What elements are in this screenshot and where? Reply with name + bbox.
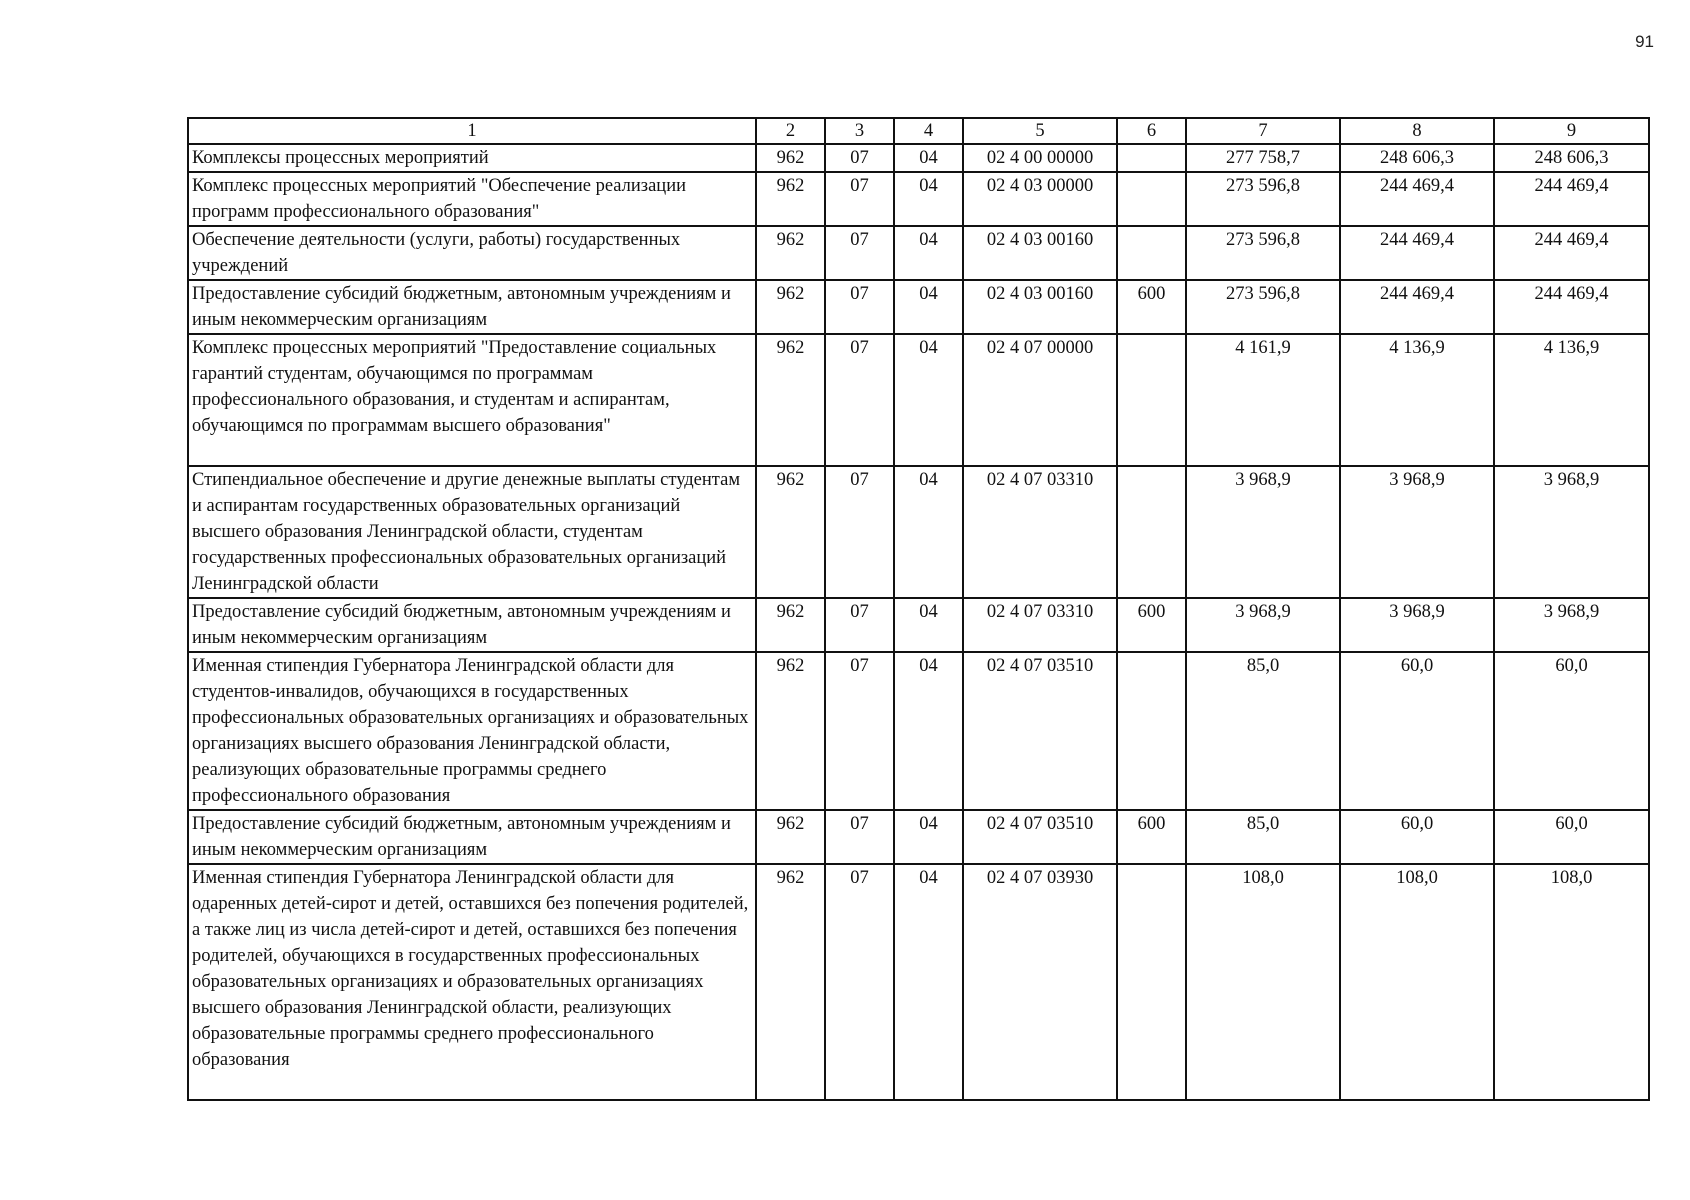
cell-subsection: 04 bbox=[894, 466, 963, 598]
cell-expense-type bbox=[1117, 334, 1186, 466]
cell-amount-col7: 273 596,8 bbox=[1186, 172, 1340, 226]
cell-amount-col9: 60,0 bbox=[1494, 652, 1649, 810]
cell-amount-col8: 4 136,9 bbox=[1340, 334, 1494, 466]
cell-subsection: 04 bbox=[894, 864, 963, 1100]
row-name: Комплексы процессных мероприятий bbox=[188, 144, 756, 172]
cell-admin-code: 962 bbox=[756, 652, 825, 810]
cell-section: 07 bbox=[825, 810, 894, 864]
row-name: Стипендиальное обеспечение и другие денежные выплаты студентам и аспирантам государственных образовательных организаций высшего образования Ленинградской области, студентам государственных профессиональных образовательных организаций Ленинградской области bbox=[188, 466, 756, 598]
cell-expense-type: 600 bbox=[1117, 280, 1186, 334]
cell-amount-col7: 273 596,8 bbox=[1186, 280, 1340, 334]
cell-amount-col9: 4 136,9 bbox=[1494, 334, 1649, 466]
cell-admin-code: 962 bbox=[756, 172, 825, 226]
cell-amount-col8: 60,0 bbox=[1340, 810, 1494, 864]
cell-amount-col9: 3 968,9 bbox=[1494, 598, 1649, 652]
cell-amount-col9: 108,0 bbox=[1494, 864, 1649, 1100]
row-name: Предоставление субсидий бюджетным, автономным учреждениям и иным некоммерческим организациям bbox=[188, 280, 756, 334]
cell-amount-col9: 244 469,4 bbox=[1494, 280, 1649, 334]
page-number: 91 bbox=[1635, 32, 1654, 51]
cell-expense-type bbox=[1117, 466, 1186, 598]
cell-amount-col8: 3 968,9 bbox=[1340, 466, 1494, 598]
header-col-4: 4 bbox=[894, 118, 963, 144]
cell-amount-col8: 3 968,9 bbox=[1340, 598, 1494, 652]
cell-target-article: 02 4 03 00000 bbox=[963, 172, 1117, 226]
cell-admin-code: 962 bbox=[756, 466, 825, 598]
cell-section: 07 bbox=[825, 172, 894, 226]
cell-subsection: 04 bbox=[894, 810, 963, 864]
cell-section: 07 bbox=[825, 652, 894, 810]
cell-target-article: 02 4 07 00000 bbox=[963, 334, 1117, 466]
cell-amount-col7: 85,0 bbox=[1186, 810, 1340, 864]
budget-table bbox=[187, 117, 1650, 1101]
row-name: Предоставление субсидий бюджетным, автономным учреждениям и иным некоммерческим организациям bbox=[188, 598, 756, 652]
header-col-7: 7 bbox=[1186, 118, 1340, 144]
cell-expense-type bbox=[1117, 172, 1186, 226]
cell-admin-code: 962 bbox=[756, 226, 825, 280]
cell-subsection: 04 bbox=[894, 144, 963, 172]
cell-target-article: 02 4 07 03930 bbox=[963, 864, 1117, 1100]
table-row bbox=[188, 466, 1649, 598]
cell-amount-col8: 60,0 bbox=[1340, 652, 1494, 810]
cell-subsection: 04 bbox=[894, 652, 963, 810]
header-row bbox=[188, 118, 1649, 144]
cell-subsection: 04 bbox=[894, 334, 963, 466]
cell-amount-col9: 248 606,3 bbox=[1494, 144, 1649, 172]
cell-amount-col9: 244 469,4 bbox=[1494, 172, 1649, 226]
cell-section: 07 bbox=[825, 598, 894, 652]
row-name: Комплекс процессных мероприятий "Обеспечение реализации программ профессионального образования" bbox=[188, 172, 756, 226]
cell-section: 07 bbox=[825, 226, 894, 280]
cell-expense-type bbox=[1117, 226, 1186, 280]
cell-target-article: 02 4 07 03510 bbox=[963, 652, 1117, 810]
cell-target-article: 02 4 00 00000 bbox=[963, 144, 1117, 172]
cell-expense-type bbox=[1117, 652, 1186, 810]
header-col-6: 6 bbox=[1117, 118, 1186, 144]
row-name: Комплекс процессных мероприятий "Предоставление социальных гарантий студентам, обучающимся по программам профессионального образования, и студентам и аспирантам, обучающимся по программам высшего образования" bbox=[188, 334, 756, 466]
table-row bbox=[188, 172, 1649, 226]
cell-amount-col7: 273 596,8 bbox=[1186, 226, 1340, 280]
table-row bbox=[188, 334, 1649, 466]
cell-amount-col7: 85,0 bbox=[1186, 652, 1340, 810]
cell-amount-col7: 3 968,9 bbox=[1186, 466, 1340, 598]
header-col-9: 9 bbox=[1494, 118, 1649, 144]
cell-section: 07 bbox=[825, 280, 894, 334]
row-name: Предоставление субсидий бюджетным, автономным учреждениям и иным некоммерческим организациям bbox=[188, 810, 756, 864]
cell-subsection: 04 bbox=[894, 172, 963, 226]
cell-amount-col8: 244 469,4 bbox=[1340, 226, 1494, 280]
cell-expense-type: 600 bbox=[1117, 598, 1186, 652]
cell-amount-col8: 248 606,3 bbox=[1340, 144, 1494, 172]
table-row bbox=[188, 864, 1649, 1100]
cell-target-article: 02 4 03 00160 bbox=[963, 226, 1117, 280]
cell-section: 07 bbox=[825, 334, 894, 466]
cell-admin-code: 962 bbox=[756, 598, 825, 652]
cell-amount-col7: 3 968,9 bbox=[1186, 598, 1340, 652]
cell-admin-code: 962 bbox=[756, 810, 825, 864]
cell-target-article: 02 4 07 03310 bbox=[963, 466, 1117, 598]
cell-target-article: 02 4 03 00160 bbox=[963, 280, 1117, 334]
row-name: Именная стипендия Губернатора Ленинградской области для одаренных детей-сирот и детей, оставшихся без попечения родителей, а также лиц из числа детей-сирот и детей, оставшихся без попечения родителей, обучающихся в государственных профессиональных образовательных организациях и образовательных организациях высшего образования Ленинградской области, реализующих образовательные программы среднего профессионального образования bbox=[188, 864, 756, 1100]
cell-subsection: 04 bbox=[894, 226, 963, 280]
cell-amount-col7: 108,0 bbox=[1186, 864, 1340, 1100]
table-row bbox=[188, 652, 1649, 810]
cell-admin-code: 962 bbox=[756, 334, 825, 466]
cell-expense-type: 600 bbox=[1117, 810, 1186, 864]
table-row bbox=[188, 810, 1649, 864]
table-row bbox=[188, 144, 1649, 172]
cell-section: 07 bbox=[825, 144, 894, 172]
row-name: Обеспечение деятельности (услуги, работы) государственных учреждений bbox=[188, 226, 756, 280]
header-col-5: 5 bbox=[963, 118, 1117, 144]
cell-amount-col8: 244 469,4 bbox=[1340, 172, 1494, 226]
table-row bbox=[188, 598, 1649, 652]
table-row bbox=[188, 226, 1649, 280]
table-body bbox=[188, 144, 1649, 1100]
cell-admin-code: 962 bbox=[756, 864, 825, 1100]
cell-amount-col9: 244 469,4 bbox=[1494, 226, 1649, 280]
cell-amount-col8: 108,0 bbox=[1340, 864, 1494, 1100]
header-col-2: 2 bbox=[756, 118, 825, 144]
row-name: Именная стипендия Губернатора Ленинградской области для студентов-инвалидов, обучающихся в государственных профессиональных образовательных организациях и образовательных организациях высшего образования Ленинградской области, реализующих образовательные программы среднего профессионального образования bbox=[188, 652, 756, 810]
cell-section: 07 bbox=[825, 864, 894, 1100]
cell-subsection: 04 bbox=[894, 598, 963, 652]
cell-expense-type bbox=[1117, 144, 1186, 172]
header-col-8: 8 bbox=[1340, 118, 1494, 144]
header-col-3: 3 bbox=[825, 118, 894, 144]
cell-amount-col8: 244 469,4 bbox=[1340, 280, 1494, 334]
cell-target-article: 02 4 07 03310 bbox=[963, 598, 1117, 652]
cell-target-article: 02 4 07 03510 bbox=[963, 810, 1117, 864]
cell-amount-col9: 3 968,9 bbox=[1494, 466, 1649, 598]
cell-subsection: 04 bbox=[894, 280, 963, 334]
cell-amount-col7: 4 161,9 bbox=[1186, 334, 1340, 466]
table-row bbox=[188, 280, 1649, 334]
cell-section: 07 bbox=[825, 466, 894, 598]
cell-admin-code: 962 bbox=[756, 280, 825, 334]
cell-admin-code: 962 bbox=[756, 144, 825, 172]
header-col-1: 1 bbox=[188, 118, 756, 144]
cell-amount-col9: 60,0 bbox=[1494, 810, 1649, 864]
cell-expense-type bbox=[1117, 864, 1186, 1100]
table-header bbox=[188, 118, 1649, 144]
cell-amount-col7: 277 758,7 bbox=[1186, 144, 1340, 172]
